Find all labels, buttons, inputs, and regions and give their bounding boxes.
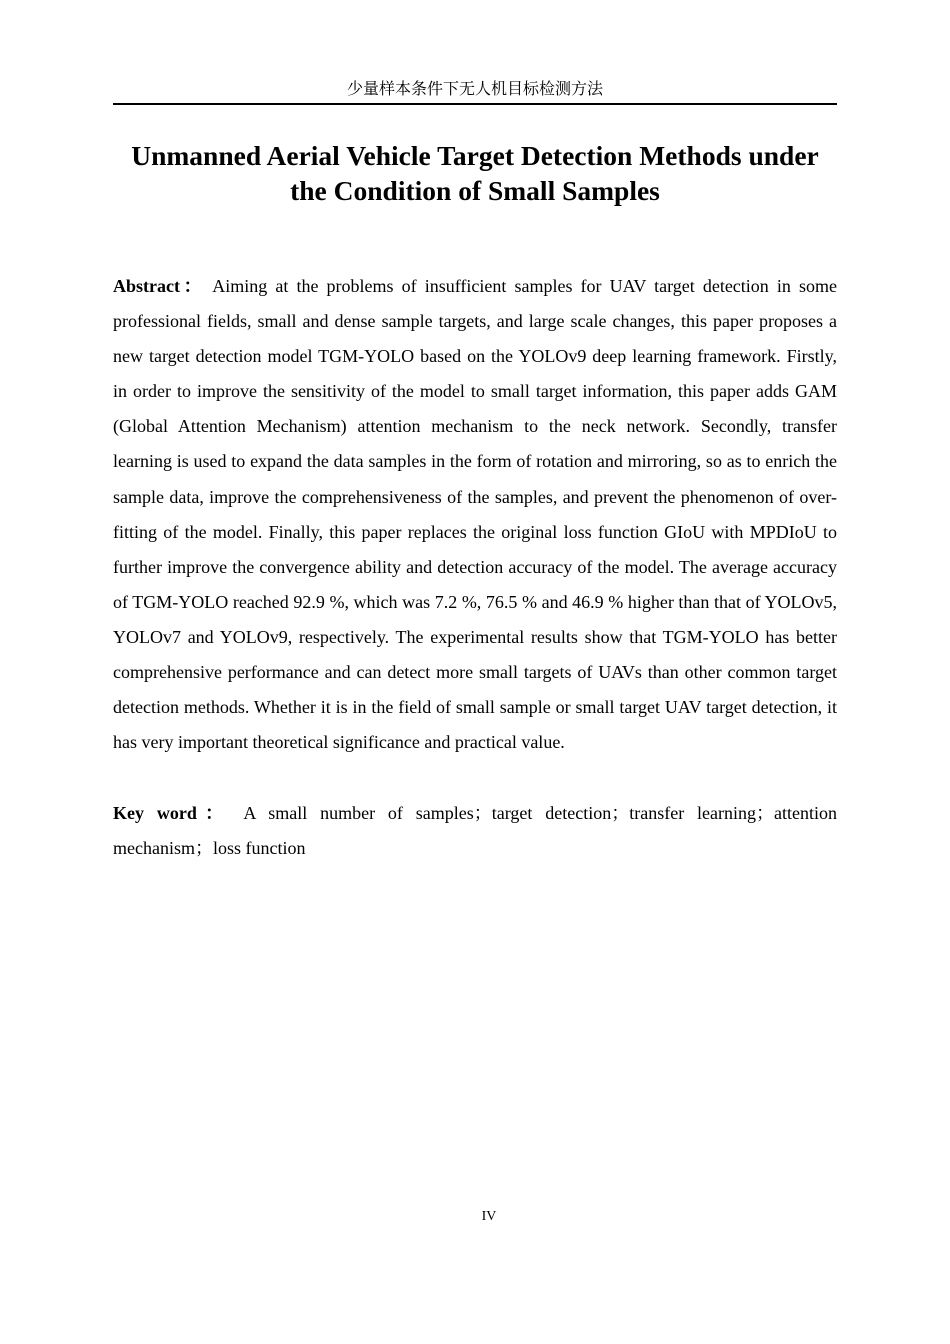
running-header: 少量样本条件下无人机目标检测方法: [346, 79, 603, 98]
keywords-text: A small number of samples；target detection；transfer learning；attention mechanism；loss function: [113, 803, 837, 858]
page-number: IV: [481, 1209, 497, 1224]
header-rule: [113, 103, 837, 105]
abstract-paragraph: [113, 269, 837, 760]
paper-title: Unmanned Aerial Vehicle Target Detection Methods under the Condition of Small Samples: [131, 140, 819, 206]
keywords-paragraph: [113, 796, 837, 866]
keywords-label: Key word：: [113, 803, 232, 823]
abstract-label: Abstract：: [113, 276, 206, 296]
abstract-text: Aiming at the problems of insufficient samples for UAV target detection in some professional fields, small and dense sample targets, and large scale changes, this paper proposes a new target detection model TGM-YOLO based on the YOLOv9 deep learning framework. Firstly, in order to improve the sensitivity of the model to small target information, this paper adds GAM (Global Attention Mechanism) attention mechanism to the neck network. Secondly, transfer learning is used to expand the data samples in the form of rotation and mirroring, so as to enrich the sample data, improve the comprehensiveness of the samples, and prevent the phenomenon of over-fitting of the model. Finally, this paper replaces the original loss function GIoU with MPDIoU to further improve the convergence ability and detection accuracy of the model. The average accuracy of TGM-YOLO reached 92.9 %, which was 7.2 %, 76.5 % and 46.9 % higher than that of YOLOv5, YOLOv7 and YOLOv9, respectively. The experimental results show that TGM-YOLO has better comprehensive performance and can detect more small targets of UAVs than other common target detection methods. Whether it is in the field of small sample or small target UAV target detection, it has very important theoretical significance and practical value.: [113, 276, 837, 753]
